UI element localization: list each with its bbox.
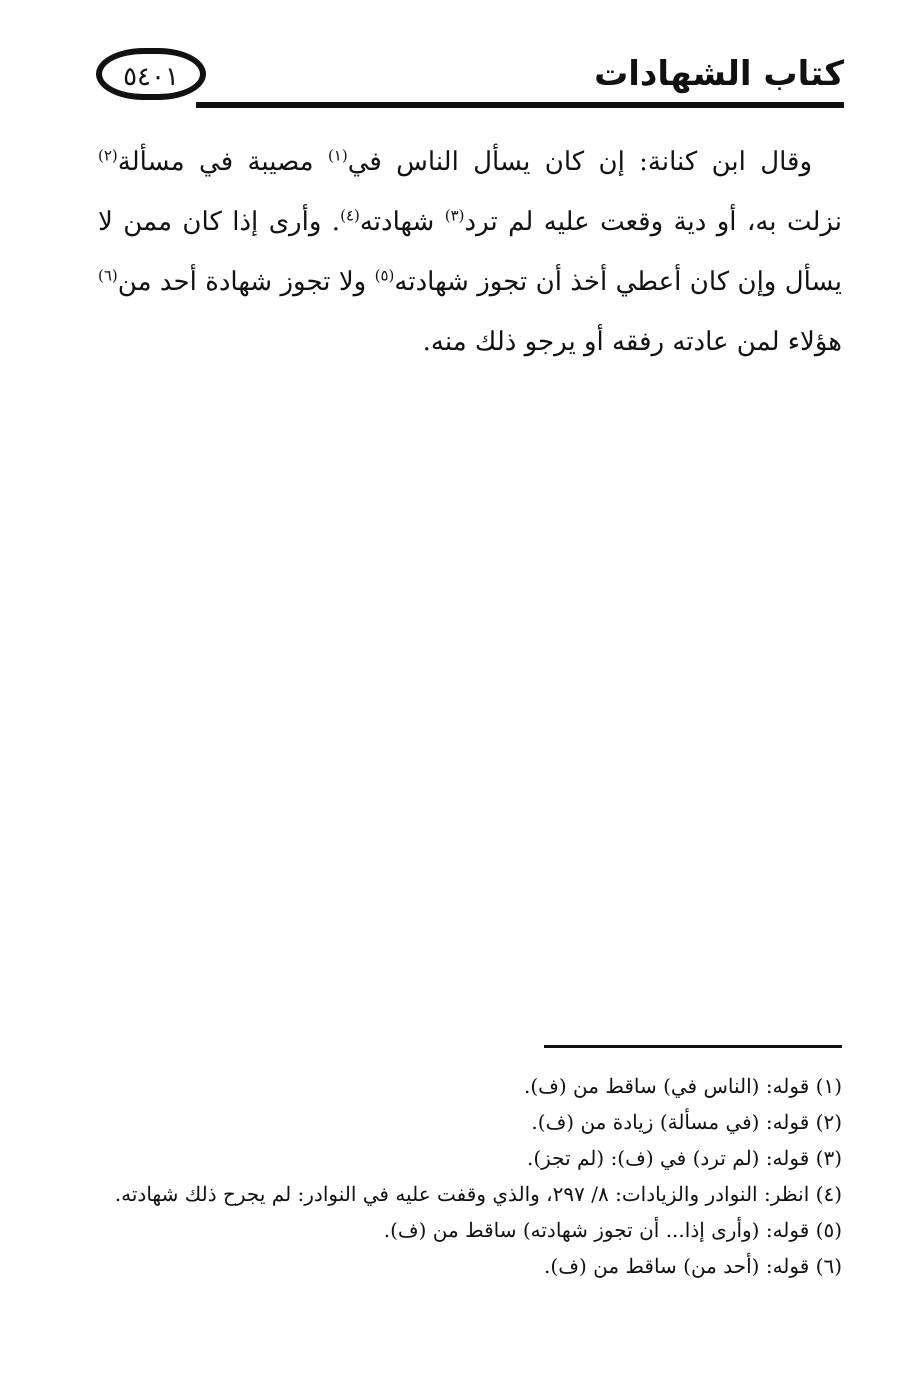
text-segment: شهادته — [359, 207, 445, 237]
footnote-1: (١) قوله: (الناس في) ساقط من (ف). — [523, 1074, 842, 1098]
footnote-6: (٦) قوله: (أحد من) ساقط من (ف). — [544, 1254, 842, 1278]
footnote-ref-1: (١) — [327, 146, 348, 165]
main-text — [98, 132, 842, 372]
page-header — [96, 48, 844, 110]
footnote-5: (٥) قوله: (وأرى إذا... أن تجوز شهادته) ساقط من (ف). — [383, 1218, 842, 1242]
text-segment: وقال ابن كنانة: إن كان يسأل الناس في — [347, 147, 812, 177]
text-segment: نزلت به، أو دية وقعت عليه لم ترد — [464, 207, 842, 237]
footnote-3: (٣) قوله: (لم ترد) في (ف): (لم تجز). — [526, 1146, 842, 1170]
text-segment: هؤلاء لمن عادته رفقه أو يرجو ذلك منه. — [422, 327, 842, 357]
page-number: ٥٤٠١ — [123, 62, 179, 92]
text-segment: . وأرى إذا كان ممن لا يسأل وإن كان أعطي أخذ أن تجوز شهادته — [98, 207, 842, 297]
footnote-ref-4: (٤) — [340, 206, 360, 225]
text-segment: ولا تجوز شهادة أحد من — [117, 267, 375, 297]
footnote-2: (٢) قوله: (في مسألة) زيادة من (ف). — [531, 1110, 842, 1134]
book-title: كتاب الشهادات — [594, 54, 844, 94]
footnote-separator — [544, 1045, 842, 1048]
footnote-ref-5: (٥) — [374, 266, 395, 285]
footnote-4: (٤) انظر: النوادر والزيادات: ٨/ ٢٩٧، والذي وقفت عليه في النوادر: لم يجرح ذلك شهادته. — [114, 1182, 842, 1206]
footnote-ref-2: (٢) — [98, 146, 118, 165]
footnotes — [98, 1068, 842, 1284]
main-paragraph — [98, 132, 842, 372]
page-number-badge — [96, 48, 206, 100]
footnote-ref-3: (٣) — [444, 206, 465, 225]
footnote-ref-6: (٦) — [98, 266, 118, 285]
text-segment: مصيبة في مسألة — [117, 147, 328, 177]
header-rule — [196, 102, 844, 108]
